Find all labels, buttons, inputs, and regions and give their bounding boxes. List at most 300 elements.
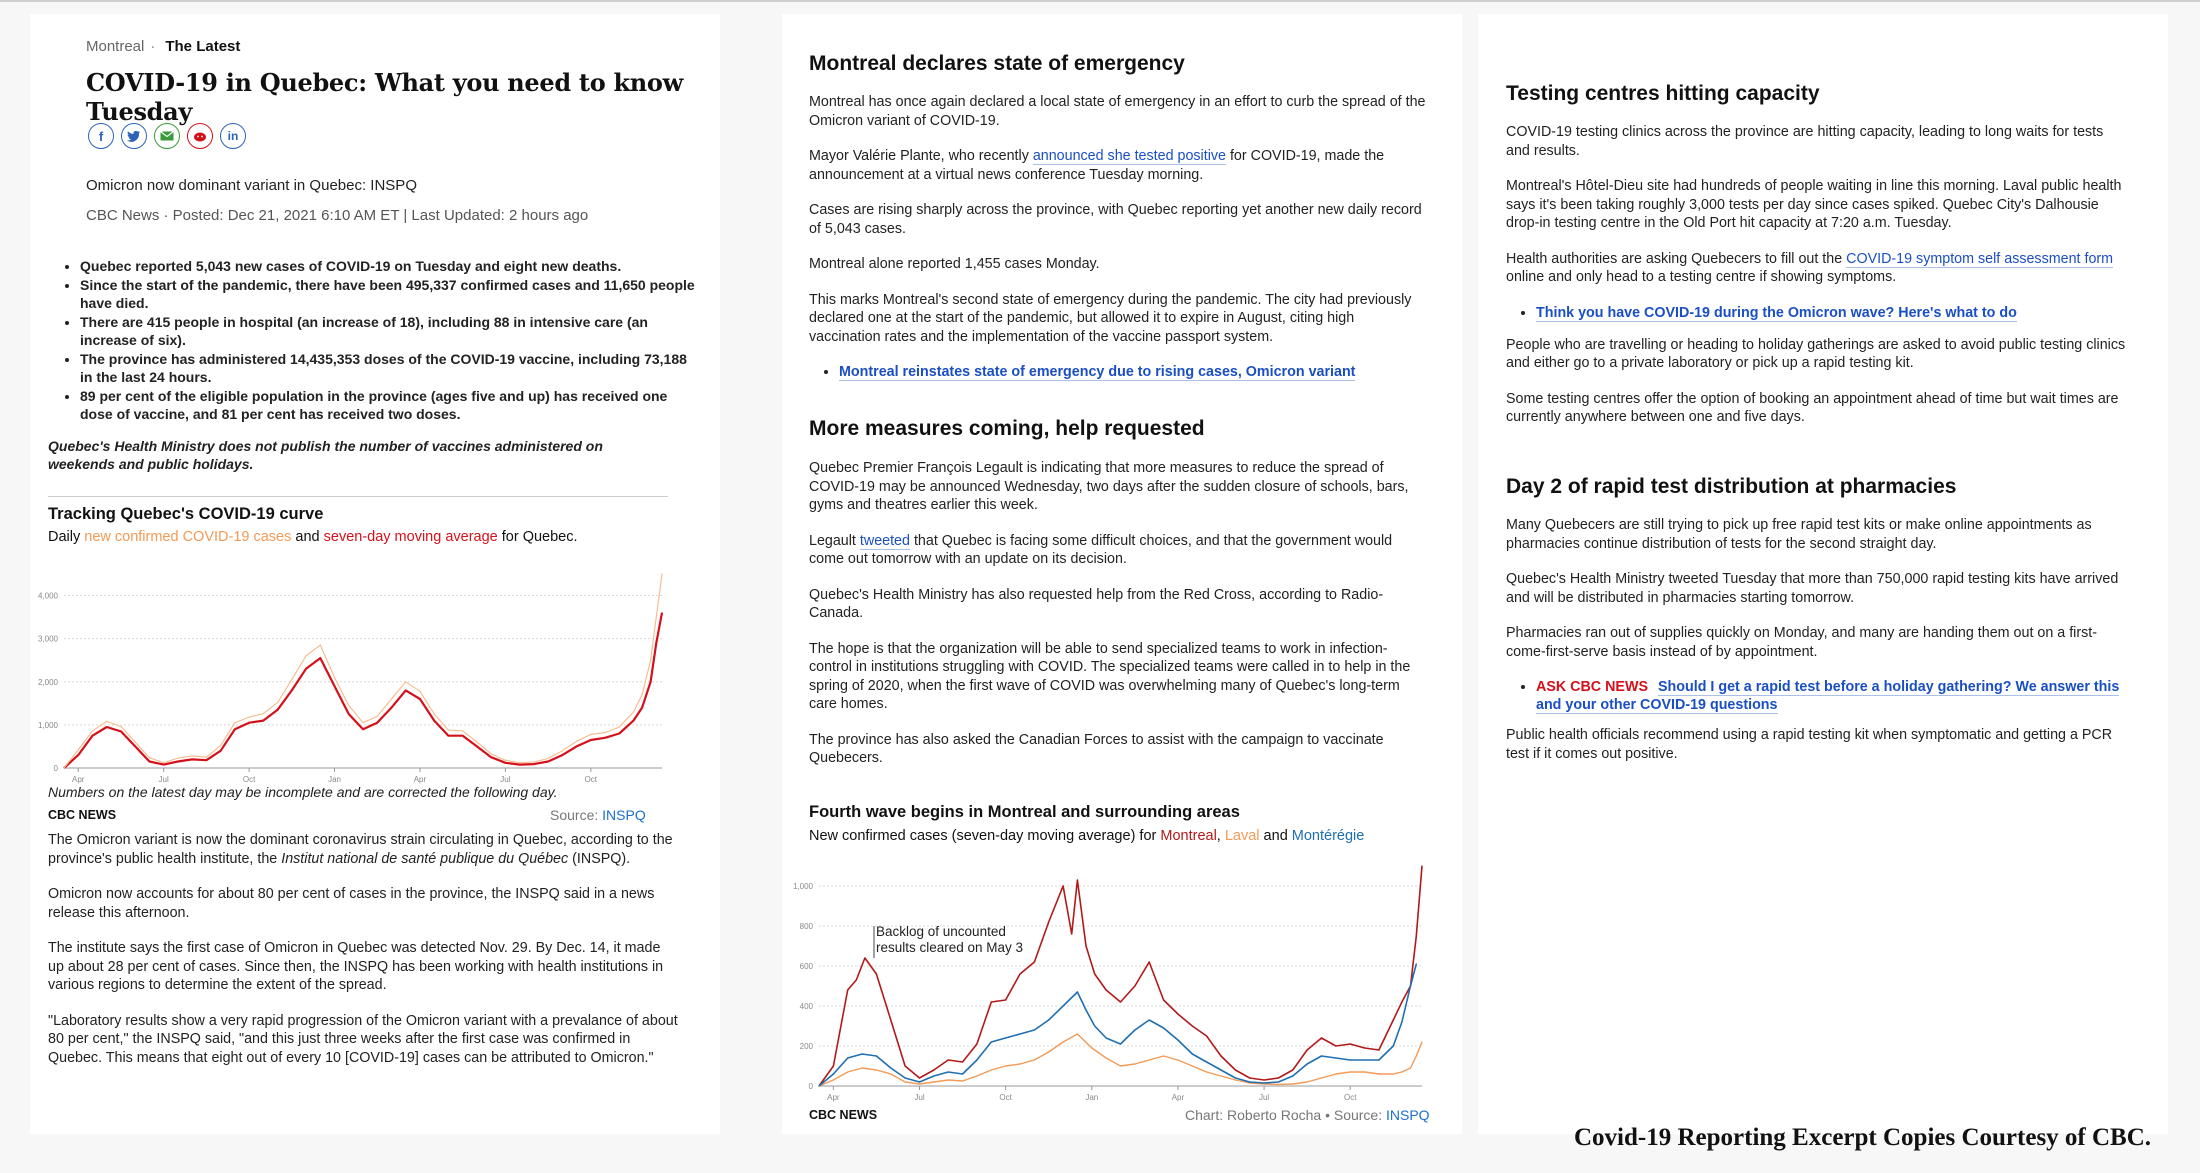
paragraph-text: The Omicron variant is now the dominant coronavirus strain circulating in Quebec, according to the province's public health institute, the — [48, 832, 673, 867]
data-point-daily — [248, 717, 249, 718]
data-point-average — [106, 726, 107, 727]
data-point-daily — [177, 757, 178, 758]
data-point-laval — [1421, 1041, 1422, 1042]
y-tick-label: 3,000 — [37, 634, 58, 644]
article-panel-left — [30, 14, 720, 1134]
data-point-monteregie — [1364, 1059, 1365, 1060]
related-link-item — [1536, 678, 2126, 714]
chart1-sub-prefix: Daily — [48, 529, 85, 545]
data-point-average — [547, 761, 548, 762]
data-point-daily — [263, 713, 264, 714]
paragraph-text: online and only head to a testing centre if showing symptoms. — [1506, 269, 1897, 285]
paragraph: Public health officials recommend using a rapid testing kit when symptomatic and getting a PCR test if it comes out positive. — [1506, 727, 2113, 762]
paragraph: The institute says the first case of Omicron in Quebec was detected Nov. 29. By Dec. 14, it made up about 28 per cent of cases. Since then, the INSPQ has been working with health institutions in various regions to determine the extent of the spread. — [48, 940, 664, 993]
related-link-item — [839, 363, 1429, 381]
paragraph-text: for COVID-19, made the announcement at a virtual news conference Tuesday morning. — [809, 148, 1385, 183]
data-point-average — [656, 642, 657, 643]
breadcrumb — [86, 38, 240, 55]
data-point-monteregie — [876, 1055, 877, 1056]
data-point-daily — [419, 691, 420, 692]
data-point-laval — [1077, 1033, 1078, 1034]
data-point-average — [192, 759, 193, 760]
data-point-laval — [905, 1081, 906, 1082]
related-link-emergency[interactable]: Montreal reinstates state of emergency due to rising cases, Omicron variant — [839, 364, 1356, 380]
testing-section — [1506, 123, 2126, 444]
data-point-average — [448, 735, 449, 736]
y-tick-label: 0 — [53, 764, 58, 773]
data-point-daily — [519, 762, 520, 763]
data-point-average — [149, 761, 150, 762]
series-line-daily — [64, 574, 662, 768]
list-item: • Quebec reported 5,043 new cases of COVID-19 on Tuesday and eight new deaths. — [80, 257, 696, 275]
chart2-sub-prefix: New confirmed cases (seven-day moving average) for — [809, 828, 1161, 844]
data-point-montreal — [1235, 1069, 1236, 1070]
data-point-laval — [1393, 1073, 1394, 1074]
testing-heading: Testing centres hitting capacity — [1506, 82, 1820, 105]
legend-moving-average: seven-day moving average — [323, 529, 498, 545]
data-point-daily — [491, 753, 492, 754]
data-point-daily — [120, 726, 121, 727]
chart1-plot — [30, 558, 680, 784]
data-point-montreal — [1378, 1049, 1379, 1050]
data-point-average — [576, 746, 577, 747]
data-point-average — [305, 668, 306, 669]
data-point-monteregie — [1062, 1005, 1063, 1006]
data-point-daily — [656, 617, 657, 618]
data-point-average — [177, 761, 178, 762]
data-point-montreal — [1120, 1001, 1121, 1002]
data-point-laval — [1364, 1071, 1365, 1072]
data-point-montreal — [1062, 885, 1063, 886]
list-item: • Since the start of the pandemic, there have been 495,337 confirmed cases and 11,650 people have died. — [80, 276, 696, 312]
chart1-sub-and: and — [291, 529, 324, 545]
data-point-average — [533, 764, 534, 765]
data-point-daily — [277, 702, 278, 703]
data-point-monteregie — [818, 1085, 819, 1086]
data-point-montreal — [1034, 961, 1035, 962]
chart2-source-link[interactable]: INSPQ — [1386, 1107, 1430, 1123]
data-point-average — [163, 764, 164, 765]
data-point-laval — [1120, 1065, 1121, 1066]
paragraph-text: Mayor Valérie Plante, who recently — [809, 148, 1033, 164]
data-point-monteregie — [890, 1067, 891, 1068]
data-point-monteregie — [1048, 1019, 1049, 1020]
data-point-average — [220, 750, 221, 751]
data-point-daily — [206, 757, 207, 758]
data-point-average — [641, 707, 642, 708]
data-point-laval — [1220, 1075, 1221, 1076]
data-point-montreal — [1019, 973, 1020, 974]
paragraph — [48, 831, 678, 868]
data-point-average — [377, 722, 378, 723]
data-point-daily — [661, 573, 662, 574]
chart2-plot — [782, 854, 1462, 1104]
data-point-daily — [305, 655, 306, 656]
data-point-montreal — [1077, 879, 1078, 880]
list-item: • 89 per cent of the eligible population in the province (ages five and up) has received one dose of vaccine, and 81 per cent has received two doses. — [80, 387, 696, 423]
linkedin-icon[interactable]: in — [220, 123, 246, 149]
data-point-daily — [533, 761, 534, 762]
data-point-monteregie — [933, 1075, 934, 1076]
article-subtitle: Omicron now dominant variant in Quebec: INSPQ — [86, 177, 417, 194]
data-point-average — [519, 764, 520, 765]
paragraph: This marks Montreal's second state of emergency during the pandemic. The city had previously declared one at the start of the pandemic, but allowed it to expire in August, citing high vaccination rates and the implementation of the vaccine passport system. — [809, 291, 1412, 345]
data-point-average — [604, 737, 605, 738]
data-point-laval — [1235, 1079, 1236, 1080]
paragraph: COVID-19 testing clinics across the province are hitting capacity, leading to long waits for tests and results. — [1506, 124, 2104, 159]
twitter-icon[interactable] — [121, 123, 147, 149]
list-item: • There are 415 people in hospital (an increase of 18), including 88 in intensive care (an increase of six). — [80, 313, 696, 349]
data-point-monteregie — [847, 1057, 848, 1058]
article-panel-right — [1478, 14, 2168, 1134]
reddit-icon[interactable] — [187, 123, 213, 149]
data-point-monteregie — [833, 1073, 834, 1074]
data-point-laval — [1307, 1081, 1308, 1082]
data-point-monteregie — [1163, 1027, 1164, 1028]
data-point-monteregie — [1307, 1063, 1308, 1064]
data-point-daily — [576, 741, 577, 742]
paragraph-text: that Quebec is facing some difficult choices, and that the government would come out tomorrow with an update on its decision. — [809, 532, 1393, 567]
data-point-monteregie — [1235, 1077, 1236, 1078]
data-point-laval — [1278, 1084, 1279, 1085]
institute-name: Institut national de santé publique du Québec — [281, 850, 569, 867]
data-point-daily — [192, 755, 193, 756]
chart2-title: Fourth wave begins in Montreal and surrounding areas — [809, 803, 1240, 821]
data-point-laval — [1378, 1073, 1379, 1074]
x-tick-label: Jul — [500, 775, 511, 784]
data-point-average — [348, 714, 349, 715]
paragraph — [809, 147, 1429, 184]
data-point-montreal — [1278, 1077, 1279, 1078]
data-point-daily — [78, 749, 79, 750]
chart1-title: Tracking Quebec's COVID-19 curve — [48, 505, 324, 523]
paragraph-text: Health authorities are asking Quebecers to fill out the — [1506, 250, 1847, 267]
breadcrumb-separator: · — [150, 38, 156, 55]
data-point-laval — [1163, 1055, 1164, 1056]
data-point-monteregie — [1206, 1061, 1207, 1062]
data-point-laval — [1416, 1055, 1417, 1056]
data-point-montreal — [1094, 973, 1095, 974]
data-point-laval — [1091, 1047, 1092, 1048]
data-point-average — [92, 735, 93, 736]
data-point-monteregie — [1401, 1021, 1402, 1022]
data-point-daily — [619, 726, 620, 727]
data-point-montreal — [933, 1069, 934, 1070]
related-links — [1506, 304, 2126, 322]
data-point-average — [405, 690, 406, 691]
data-point-daily — [106, 721, 107, 722]
data-point-daily — [334, 677, 335, 678]
data-point-daily — [391, 698, 392, 699]
data-point-monteregie — [1149, 1019, 1150, 1020]
data-point-monteregie — [861, 1053, 862, 1054]
data-point-laval — [1335, 1073, 1336, 1074]
key-facts — [56, 257, 696, 424]
y-tick-label: 600 — [799, 962, 813, 971]
series-line-laval — [819, 1034, 1422, 1086]
data-point-montreal — [1048, 921, 1049, 922]
data-point-average — [434, 720, 435, 721]
data-point-montreal — [1177, 1013, 1178, 1014]
data-point-average — [391, 707, 392, 708]
data-point-average — [562, 754, 563, 755]
self-assessment-link[interactable]: COVID-19 symptom self assessment form — [1846, 250, 2114, 267]
chart2-annotation-line2: results cleared on May 3 — [876, 940, 1024, 955]
data-point-montreal — [890, 1019, 891, 1020]
data-point-montreal — [1416, 935, 1417, 936]
data-point-montreal — [1292, 1069, 1293, 1070]
data-point-average — [590, 739, 591, 740]
chart1-source-label: Source: — [550, 807, 603, 823]
paragraph: People who are travelling or heading to holiday gatherings are asked to avoid public testing clinics and either go to a private laboratory or pick up a rapid testing kit. — [1506, 336, 2126, 371]
paragraph: Quebec Premier François Legault is indicating that more measures to reduce the spread of COVID-19 may be announced Wednesday, two days after the sudden closure of schools, bars, gyms and theatres earlier this week. — [809, 460, 1409, 513]
data-point-daily — [434, 714, 435, 715]
data-point-laval — [976, 1075, 977, 1076]
data-point-average — [206, 760, 207, 761]
data-point-montreal — [1163, 999, 1164, 1000]
data-point-montreal — [864, 957, 865, 958]
data-point-montreal — [1321, 1037, 1322, 1038]
breadcrumb-section[interactable]: Montreal — [86, 38, 145, 55]
chart2-annotation-line1: Backlog of uncounted — [876, 924, 1006, 939]
data-point-monteregie — [1378, 1059, 1379, 1060]
facebook-icon[interactable]: f — [88, 123, 114, 149]
data-point-laval — [1177, 1059, 1178, 1060]
data-point-laval — [1321, 1077, 1322, 1078]
series-line-montreal — [819, 866, 1422, 1086]
data-point-average — [619, 733, 620, 734]
data-point-laval — [861, 1067, 862, 1068]
top-border — [0, 0, 2200, 2]
measures-heading: More measures coming, help requested — [809, 417, 1205, 440]
paragraph: Montreal alone reported 1,455 cases Monday. — [809, 256, 1100, 272]
x-tick-label: Jan — [328, 775, 341, 784]
data-point-montreal — [847, 989, 848, 990]
data-point-laval — [1062, 1041, 1063, 1042]
data-point-monteregie — [1077, 991, 1078, 992]
data-point-laval — [1292, 1083, 1293, 1084]
data-point-montreal — [1071, 933, 1072, 934]
data-point-montreal — [1335, 1045, 1336, 1046]
x-tick-label: Apr — [1171, 1093, 1185, 1102]
data-point-average — [650, 681, 651, 682]
data-point-monteregie — [1085, 1009, 1086, 1010]
data-point-laval — [1106, 1057, 1107, 1058]
data-point-laval — [948, 1079, 949, 1080]
data-point-average — [78, 754, 79, 755]
data-point-daily — [291, 679, 292, 680]
legend-monteregie: Montérégie — [1291, 828, 1365, 844]
paragraph: Montreal's Hôtel-Dieu site had hundreds of people waiting in line this morning. Laval public health says it's been taking roughly 3,000 tests per day since cases spiked. Quebec City's Dalhousie drop-in testing centre in the Old Port hit capacity at 7:20 a.m. Tuesday. — [1506, 178, 2122, 231]
data-point-average — [476, 746, 477, 747]
data-point-laval — [962, 1080, 963, 1081]
ask-cbc-link[interactable]: Should I get a rapid test before a holiday gathering? We answer this and your other COVID-19 questions — [1536, 679, 2120, 713]
y-tick-label: 1,000 — [37, 720, 58, 730]
paragraph — [1506, 250, 2126, 287]
data-point-montreal — [1106, 989, 1107, 990]
chart1-source — [550, 807, 646, 823]
paragraph: Montreal has once again declared a local state of emergency in an effort to curb the spread of the Omicron variant of COVID-19. — [809, 94, 1426, 129]
byline: CBC News · Posted: Dec 21, 2021 6:10 AM ET | Last Updated: 2 hours ago — [86, 207, 589, 224]
y-tick-label: 4,000 — [37, 591, 58, 601]
data-point-average — [135, 746, 136, 747]
data-point-monteregie — [1034, 1029, 1035, 1030]
data-point-average — [291, 690, 292, 691]
data-point-average — [334, 685, 335, 686]
data-point-monteregie — [1321, 1055, 1322, 1056]
data-point-laval — [1401, 1071, 1402, 1072]
courtesy-caption: Covid-19 Reporting Excerpt Copies Courtesy of CBC. — [1574, 1124, 2152, 1151]
data-point-monteregie — [962, 1073, 963, 1074]
data-point-montreal — [1085, 945, 1086, 946]
chart2-sub-and: and — [1259, 828, 1292, 844]
paragraph: Quebec's Health Ministry tweeted Tuesday that more than 750,000 rapid testing kits have arrived and will be distributed in pharmacies starting tomorrow. — [1506, 571, 2119, 606]
y-tick-label: 400 — [799, 1002, 813, 1011]
data-point-laval — [1134, 1063, 1135, 1064]
data-point-montreal — [948, 1059, 949, 1060]
paragraph: Omicron now accounts for about 80 per cent of cases in the province, the INSPQ said in a news release this afternoon. — [48, 886, 655, 921]
data-point-monteregie — [919, 1081, 920, 1082]
chart1-sub-suffix: for Quebec. — [497, 529, 578, 545]
vaccine-note: Quebec's Health Ministry does not publish the number of vaccines administered on weekends and public holidays. — [48, 438, 603, 472]
chart2-subtitle — [809, 828, 1364, 844]
data-point-laval — [1192, 1065, 1193, 1066]
data-point-daily — [641, 694, 642, 695]
data-point-daily — [220, 745, 221, 746]
data-point-laval — [919, 1083, 920, 1084]
measures-section — [809, 459, 1429, 785]
x-tick-label: Apr — [72, 775, 85, 784]
data-point-montreal — [1149, 961, 1150, 962]
article-panel-middle — [782, 14, 1462, 1134]
data-point-laval — [1350, 1071, 1351, 1072]
tweeted-link[interactable]: tweeted — [859, 532, 910, 549]
data-point-montreal — [856, 979, 857, 980]
chart2-credit — [1185, 1107, 1430, 1123]
related-links — [809, 363, 1429, 381]
x-tick-label: Jul — [1258, 1093, 1270, 1102]
data-point-montreal — [1220, 1055, 1221, 1056]
data-point-monteregie — [1416, 963, 1417, 964]
data-point-montreal — [1005, 999, 1006, 1000]
paragraph-text: (INSPQ). — [568, 850, 631, 867]
data-point-average — [419, 698, 420, 699]
data-point-daily — [149, 757, 150, 758]
data-point-daily — [135, 742, 136, 743]
email-icon[interactable] — [154, 123, 180, 149]
data-point-monteregie — [1292, 1075, 1293, 1076]
data-point-laval — [1149, 1059, 1150, 1060]
y-tick-label: 800 — [799, 922, 813, 931]
data-point-monteregie — [1393, 1045, 1394, 1046]
x-tick-label: Oct — [999, 1093, 1012, 1102]
chart2-credit-text: Chart: Roberto Rocha • Source: — [1185, 1107, 1386, 1123]
pharmacies-heading: Day 2 of rapid test distribution at pharmacies — [1506, 475, 1957, 498]
data-point-daily — [505, 760, 506, 761]
data-point-average — [277, 709, 278, 710]
ask-cbc-label: ASK CBC NEWS — [1536, 679, 1648, 695]
key-facts-list — [56, 257, 696, 423]
x-tick-label: Jul — [158, 775, 169, 784]
data-point-laval — [1410, 1067, 1411, 1068]
announced-positive-link[interactable]: announced she tested positive — [1032, 148, 1226, 164]
data-point-monteregie — [1106, 1037, 1107, 1038]
data-point-daily — [448, 729, 449, 730]
x-tick-label: Apr — [413, 775, 427, 784]
paragraph: The province has also asked the Canadian Forces to assist with the campaign to vaccinate Quebecers. — [809, 731, 1384, 766]
related-link-omicron-wave[interactable]: Think you have COVID-19 during the Omicron wave? Here's what to do — [1536, 304, 2017, 321]
paragraph: Some testing centres offer the option of booking an appointment ahead of time but wait times are currently anywhere between one and five days. — [1506, 390, 2119, 425]
data-point-montreal — [1192, 1025, 1193, 1026]
emergency-section — [809, 93, 1429, 389]
x-tick-label: Oct — [242, 775, 256, 784]
pharmacies-section — [1506, 516, 2126, 780]
data-point-average — [234, 729, 235, 730]
data-point-monteregie — [976, 1059, 977, 1060]
x-tick-label: Oct — [1343, 1093, 1357, 1102]
chart2-sub-comma: , — [1216, 828, 1225, 844]
data-point-monteregie — [1263, 1082, 1264, 1083]
divider — [48, 496, 668, 497]
paragraph — [809, 532, 1429, 569]
data-point-montreal — [833, 1065, 834, 1066]
share-bar — [88, 123, 246, 149]
breadcrumb-sub[interactable]: The Latest — [165, 38, 241, 55]
data-point-monteregie — [1192, 1053, 1193, 1054]
paragraph: Pharmacies ran out of supplies quickly on Monday, and many are handing them out on a first-come-first-serve basis instead of by appointment. — [1506, 625, 2097, 660]
data-point-montreal — [976, 1043, 977, 1044]
data-point-montreal — [876, 973, 877, 974]
y-tick-label: 1,000 — [792, 882, 813, 891]
paragraph: Many Quebecers are still trying to pick up free rapid test kits or make online appointments as pharmacies continue distribution of tests for the second straight day. — [1506, 517, 2092, 552]
data-point-daily — [63, 767, 64, 768]
data-point-daily — [163, 762, 164, 763]
data-point-average — [320, 657, 321, 658]
data-point-montreal — [1249, 1077, 1250, 1078]
data-point-montreal — [905, 1065, 906, 1066]
data-point-average — [505, 762, 506, 763]
series-line-monteregie — [819, 964, 1416, 1086]
legend-laval: Laval — [1224, 828, 1260, 844]
data-point-laval — [833, 1079, 834, 1080]
legend-daily-cases: new confirmed COVID-19 cases — [84, 529, 292, 545]
y-tick-label: 200 — [799, 1042, 813, 1051]
data-point-montreal — [1350, 1043, 1351, 1044]
data-point-montreal — [1401, 1001, 1402, 1002]
list-item: • The province has administered 14,435,353 doses of the COVID-19 vaccine, including 73,188 in the last 24 hours. — [80, 350, 696, 386]
data-point-daily — [405, 681, 406, 682]
data-point-daily — [377, 716, 378, 717]
paragraph: Cases are rising sharply across the province, with Quebec reporting yet another new daily record of 5,043 cases. — [809, 202, 1422, 237]
legend-montreal: Montreal — [1160, 828, 1217, 844]
x-tick-label: Jul — [914, 1093, 925, 1102]
data-point-monteregie — [1278, 1081, 1279, 1082]
paragraph-text: Legault — [809, 532, 860, 549]
data-point-monteregie — [1134, 1029, 1135, 1030]
data-point-daily — [234, 722, 235, 723]
data-point-monteregie — [1249, 1081, 1250, 1082]
data-point-monteregie — [948, 1071, 949, 1072]
data-point-montreal — [1307, 1049, 1308, 1050]
chart1-source-link[interactable]: INSPQ — [602, 807, 646, 823]
data-point-average — [491, 757, 492, 758]
paragraph: "Laboratory results show a very rapid progression of the Omicron variant with a prevalance of about 80 per cent," the INSPQ said, "and this just three weeks after the first case was confirmed in Quebec. This means that eight out of every 10 [COVID-19] cases can be attributed to Omicron." — [48, 1012, 678, 1066]
x-tick-label: Oct — [584, 775, 598, 784]
data-point-monteregie — [1120, 1043, 1121, 1044]
chart2-brand: CBC NEWS — [809, 1108, 878, 1122]
data-point-daily — [348, 705, 349, 706]
data-point-montreal — [919, 1077, 920, 1078]
